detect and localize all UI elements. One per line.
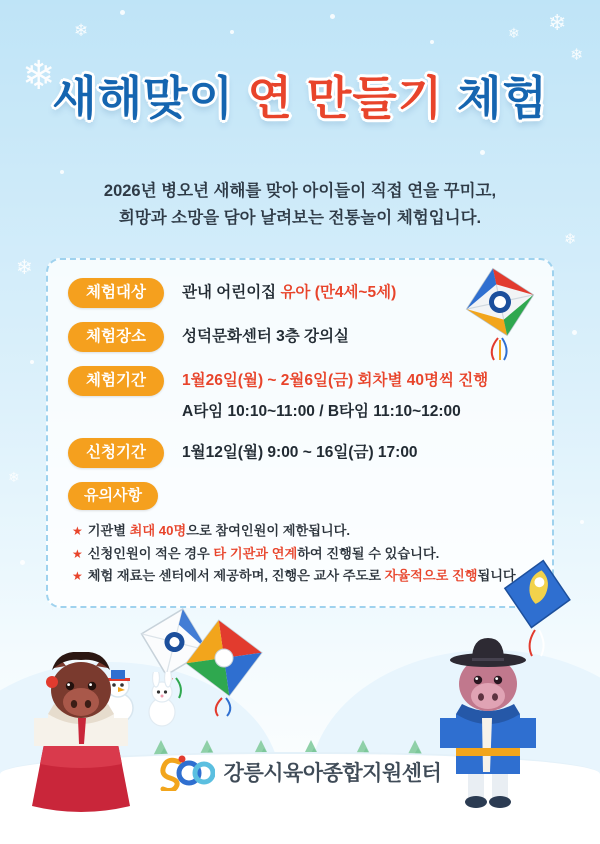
intro-line-2: 희망과 소망을 담아 날려보는 전통놀이 체험입니다.	[118, 209, 482, 228]
snowflake-icon: ❄	[564, 231, 577, 248]
notice-highlight: 자율적으로 진행	[384, 568, 478, 584]
notice-pre: 체험 재료는 센터에서 제공하며, 진행은 교사 주도로	[87, 568, 385, 584]
notice-post: 됩니다	[477, 568, 516, 584]
title-part-2: 연 만들기	[247, 72, 444, 124]
notice-post: 하여 진행될 수 있습니다.	[297, 545, 440, 561]
intro-paragraph	[0, 178, 600, 232]
notice-item	[72, 565, 532, 588]
notice-item	[72, 543, 532, 566]
snowflake-icon: ❄	[548, 10, 567, 35]
poster-title	[0, 62, 600, 128]
info-value-place-plain: 성덕문화센터 3층 강의실	[182, 328, 349, 345]
info-row-period	[68, 366, 532, 424]
snowflake-icon: ❄	[74, 21, 89, 40]
title-part-1: 새해맞이	[52, 72, 248, 124]
snow-dot	[580, 520, 584, 524]
info-label-period: 체험기간	[68, 366, 164, 396]
notice-list	[72, 520, 532, 588]
organization-logo	[0, 753, 600, 796]
snowflake-icon: ❄	[8, 469, 20, 485]
notice-post: 으로 참여인원이 제한됩니다.	[186, 523, 351, 539]
info-value-target-plain: 관내 어린이집	[182, 284, 281, 301]
info-value-period	[182, 366, 488, 424]
info-label-place: 체험장소	[68, 322, 164, 352]
snowflake-icon: ❄	[570, 47, 584, 64]
kite-illustration-center	[172, 614, 276, 718]
notice-pre: 신청인원이 적은 경우	[87, 545, 214, 561]
info-value-application	[182, 438, 418, 465]
title-part-3: 체험	[443, 72, 548, 124]
info-label-target: 체험대상	[68, 278, 164, 308]
snow-dot	[230, 30, 234, 34]
star-icon: ★	[72, 569, 83, 584]
logo-text: 강릉시육아종합지원센터	[223, 762, 442, 785]
notice-item	[72, 520, 532, 543]
info-label-application: 신청기간	[68, 438, 164, 468]
snow-dot	[20, 560, 25, 565]
intro-line-1: 2026년 병오년 새해를 맞아 아이들이 직접 연을 꾸미고,	[103, 182, 497, 200]
snow-dot	[30, 360, 34, 364]
info-row-application	[68, 438, 532, 468]
kite-illustration-card	[452, 262, 548, 362]
star-icon: ★	[72, 524, 83, 539]
star-icon: ★	[72, 546, 83, 561]
info-value-period-times: A타임 10:10~11:00 / B타임 11:10~12:00	[182, 403, 461, 421]
snow-dot	[330, 14, 335, 19]
notice-highlight: 타 기관과 연계	[213, 545, 298, 561]
snow-dot	[430, 40, 434, 44]
info-value-application-plain: 1월12일(월) 9:00 ~ 16일(금) 17:00	[182, 444, 418, 462]
logo-mark-icon	[159, 753, 215, 791]
rabbit-illustration	[140, 672, 184, 728]
notice-pre: 기관별	[87, 523, 130, 539]
info-value-target	[182, 278, 396, 305]
snowflake-icon: ❄	[22, 54, 56, 98]
snow-dot	[572, 330, 577, 335]
notice-highlight: 최대 40명	[129, 523, 187, 539]
snow-dot	[60, 170, 64, 174]
snowflake-icon: ❄	[16, 257, 33, 279]
info-value-place	[182, 322, 349, 349]
poster-title-text	[52, 62, 548, 128]
info-value-period-highlight: 1월26일(월) ~ 2월6일(금) 회차별 40명씩 진행	[182, 372, 489, 389]
snowflake-icon: ❄	[508, 25, 520, 41]
snow-dot	[480, 150, 485, 155]
notice-title: 유의사항	[68, 482, 158, 510]
info-value-target-highlight: 유아 (만4세~5세)	[280, 284, 397, 301]
snow-dot	[120, 10, 125, 15]
